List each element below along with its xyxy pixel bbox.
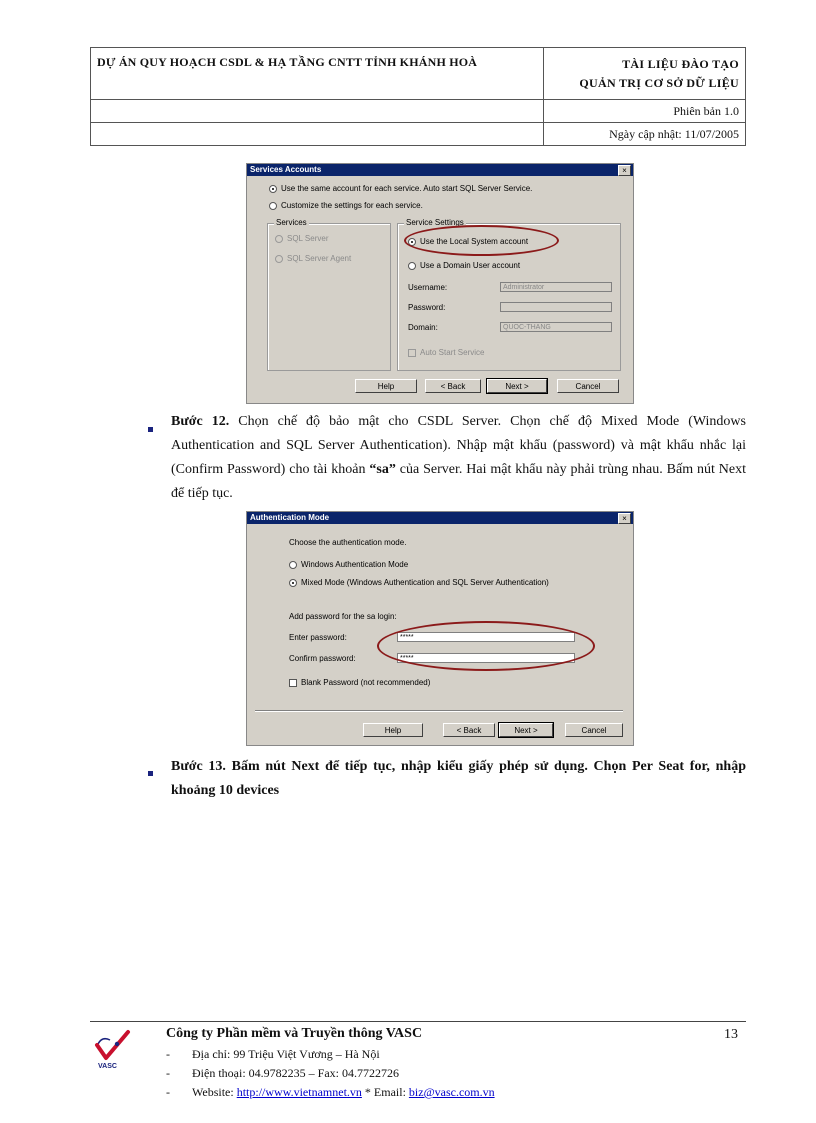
step-12-label: Bước 12. xyxy=(171,414,230,429)
password-field[interactable] xyxy=(500,302,612,312)
footer-rule xyxy=(90,1021,746,1022)
sql-agent-radio xyxy=(275,254,351,263)
footer-contact xyxy=(166,1085,495,1100)
next-button[interactable]: Next > xyxy=(487,379,547,393)
checkbox-icon xyxy=(289,679,297,687)
page-number: 13 xyxy=(724,1027,738,1042)
service-settings-label: Service Settings xyxy=(406,218,464,227)
footer-address xyxy=(166,1047,380,1062)
radio-icon xyxy=(275,255,283,263)
help-button[interactable]: Help xyxy=(355,379,417,393)
radio-selected-icon xyxy=(269,185,277,193)
step-12-text: Chọn chế độ bảo mật cho CSDL Server. Chọn chế độ Mixed Mode (Windows Authentication and SQL Server Authentication). Nhập mật khẩu (password) và mật khẩu nhắc lại (Confirm Password) cho tài khoản xyxy=(171,414,746,477)
project-name: DỰ ÁN QUY HOẠCH CSDL & HẠ TẦNG CNTT TỈNH KHÁNH HOÀ xyxy=(91,48,544,100)
close-icon[interactable]: × xyxy=(618,165,631,176)
same-account-label: Use the same account for each service. Auto start SQL Server Service. xyxy=(281,184,533,193)
choose-mode-label: Choose the authentication mode. xyxy=(289,538,407,547)
update-date: Ngày cập nhật: 11/07/2005 xyxy=(544,123,746,146)
step-13-text: Bấm nút Next để tiếp tục, nhập kiểu giấy phép sử dụng. Chọn Per Seat for, nhập khoảng 10 devices xyxy=(171,759,746,798)
footer-phone xyxy=(166,1066,399,1081)
document-title-line1: TÀI LIỆU ĐÀO TẠO xyxy=(622,56,739,71)
bullet-icon xyxy=(148,771,153,776)
windows-auth-radio[interactable] xyxy=(289,560,408,569)
username-label: Username: xyxy=(408,283,448,292)
blank-password-label: Blank Password (not recommended) xyxy=(301,678,431,687)
email-label: * Email: xyxy=(361,1085,409,1099)
list-dash: - xyxy=(166,1066,170,1080)
svg-text:VASC: VASC xyxy=(98,1063,117,1070)
auto-start-label: Auto Start Service xyxy=(420,348,485,357)
services-accounts-dialog xyxy=(246,163,634,404)
cancel-button[interactable]: Cancel xyxy=(565,723,623,737)
next-button[interactable]: Next > xyxy=(499,723,553,737)
confirm-password-label: Confirm password: xyxy=(289,654,356,663)
domain-field[interactable]: QUOC-THANG xyxy=(500,322,612,332)
close-icon[interactable]: × xyxy=(618,513,631,524)
dialog-separator xyxy=(255,710,623,712)
radio-icon xyxy=(289,561,297,569)
back-button[interactable]: < Back xyxy=(425,379,481,393)
step-13-label: Bước 13. xyxy=(171,759,226,774)
company-name: Công ty Phần mềm và Truyền thông VASC xyxy=(166,1026,423,1041)
authentication-mode-dialog xyxy=(246,511,634,746)
customize-radio[interactable] xyxy=(269,201,423,210)
domain-user-radio[interactable] xyxy=(408,261,520,270)
help-button[interactable]: Help xyxy=(363,723,423,737)
bullet-icon xyxy=(148,427,153,432)
document-title-line2: QUẢN TRỊ CƠ SỞ DỮ LIỆU xyxy=(579,75,739,90)
back-button[interactable]: < Back xyxy=(443,723,495,737)
services-group xyxy=(267,218,391,371)
domain-label: Domain: xyxy=(408,323,438,332)
username-field[interactable]: Administrator xyxy=(500,282,612,292)
list-dash: - xyxy=(166,1047,170,1061)
website-link[interactable]: http://www.vietnamnet.vn xyxy=(236,1085,362,1099)
sql-server-radio xyxy=(275,234,329,243)
header-empty-cell xyxy=(91,123,544,146)
website-label: Website: xyxy=(192,1085,237,1099)
sql-server-label: SQL Server xyxy=(287,234,329,243)
version-label: Phiên bản 1.0 xyxy=(544,100,746,123)
auto-start-checkbox xyxy=(408,348,484,357)
blank-password-checkbox[interactable] xyxy=(289,678,430,687)
radio-icon xyxy=(275,235,283,243)
step-13-paragraph xyxy=(171,755,746,803)
radio-icon xyxy=(408,262,416,270)
radio-icon xyxy=(269,202,277,210)
step-12-text-end: của Server. Hai mật khẩu này phải trùng nhau. Bấm nút Next để tiếp tục. xyxy=(171,462,746,501)
mixed-mode-radio[interactable] xyxy=(289,578,549,587)
header-empty-cell xyxy=(91,100,544,123)
confirm-password-field[interactable]: ***** xyxy=(397,653,575,663)
list-dash: - xyxy=(166,1085,170,1099)
enter-password-field[interactable]: ***** xyxy=(397,632,575,642)
mixed-mode-label: Mixed Mode (Windows Authentication and SQL Server Authentication) xyxy=(301,578,549,587)
same-account-radio[interactable] xyxy=(269,184,532,193)
phone-text: Điện thoại: 04.9782235 – Fax: 04.7722726 xyxy=(192,1066,399,1080)
domain-user-label: Use a Domain User account xyxy=(420,261,521,270)
radio-selected-icon xyxy=(289,579,297,587)
highlight-ellipse xyxy=(377,621,595,671)
windows-auth-label: Windows Authentication Mode xyxy=(301,560,409,569)
email-link[interactable]: biz@vasc.com.vn xyxy=(408,1085,495,1099)
checkbox-icon xyxy=(408,349,416,357)
address-text: Địa chỉ: 99 Triệu Việt Vương – Hà Nội xyxy=(192,1047,380,1061)
sa-account: “sa” xyxy=(369,462,396,477)
vasc-logo-icon xyxy=(92,1026,132,1070)
customize-label: Customize the settings for each service. xyxy=(281,201,423,210)
add-password-label: Add password for the sa login: xyxy=(289,612,397,621)
enter-password-label: Enter password: xyxy=(289,633,347,642)
step-12-paragraph xyxy=(171,410,746,506)
dialog-title: Services Accounts xyxy=(250,165,322,174)
local-system-label: Use the Local System account xyxy=(420,237,529,246)
sql-agent-label: SQL Server Agent xyxy=(287,254,352,263)
dialog-titlebar xyxy=(247,164,633,176)
highlight-ellipse xyxy=(404,225,559,256)
dialog-title: Authentication Mode xyxy=(250,513,330,522)
cancel-button[interactable]: Cancel xyxy=(557,379,619,393)
services-group-label: Services xyxy=(276,218,307,227)
document-header xyxy=(90,47,746,146)
document-title xyxy=(544,48,746,100)
dialog-titlebar xyxy=(247,512,633,524)
password-label: Password: xyxy=(408,303,446,312)
